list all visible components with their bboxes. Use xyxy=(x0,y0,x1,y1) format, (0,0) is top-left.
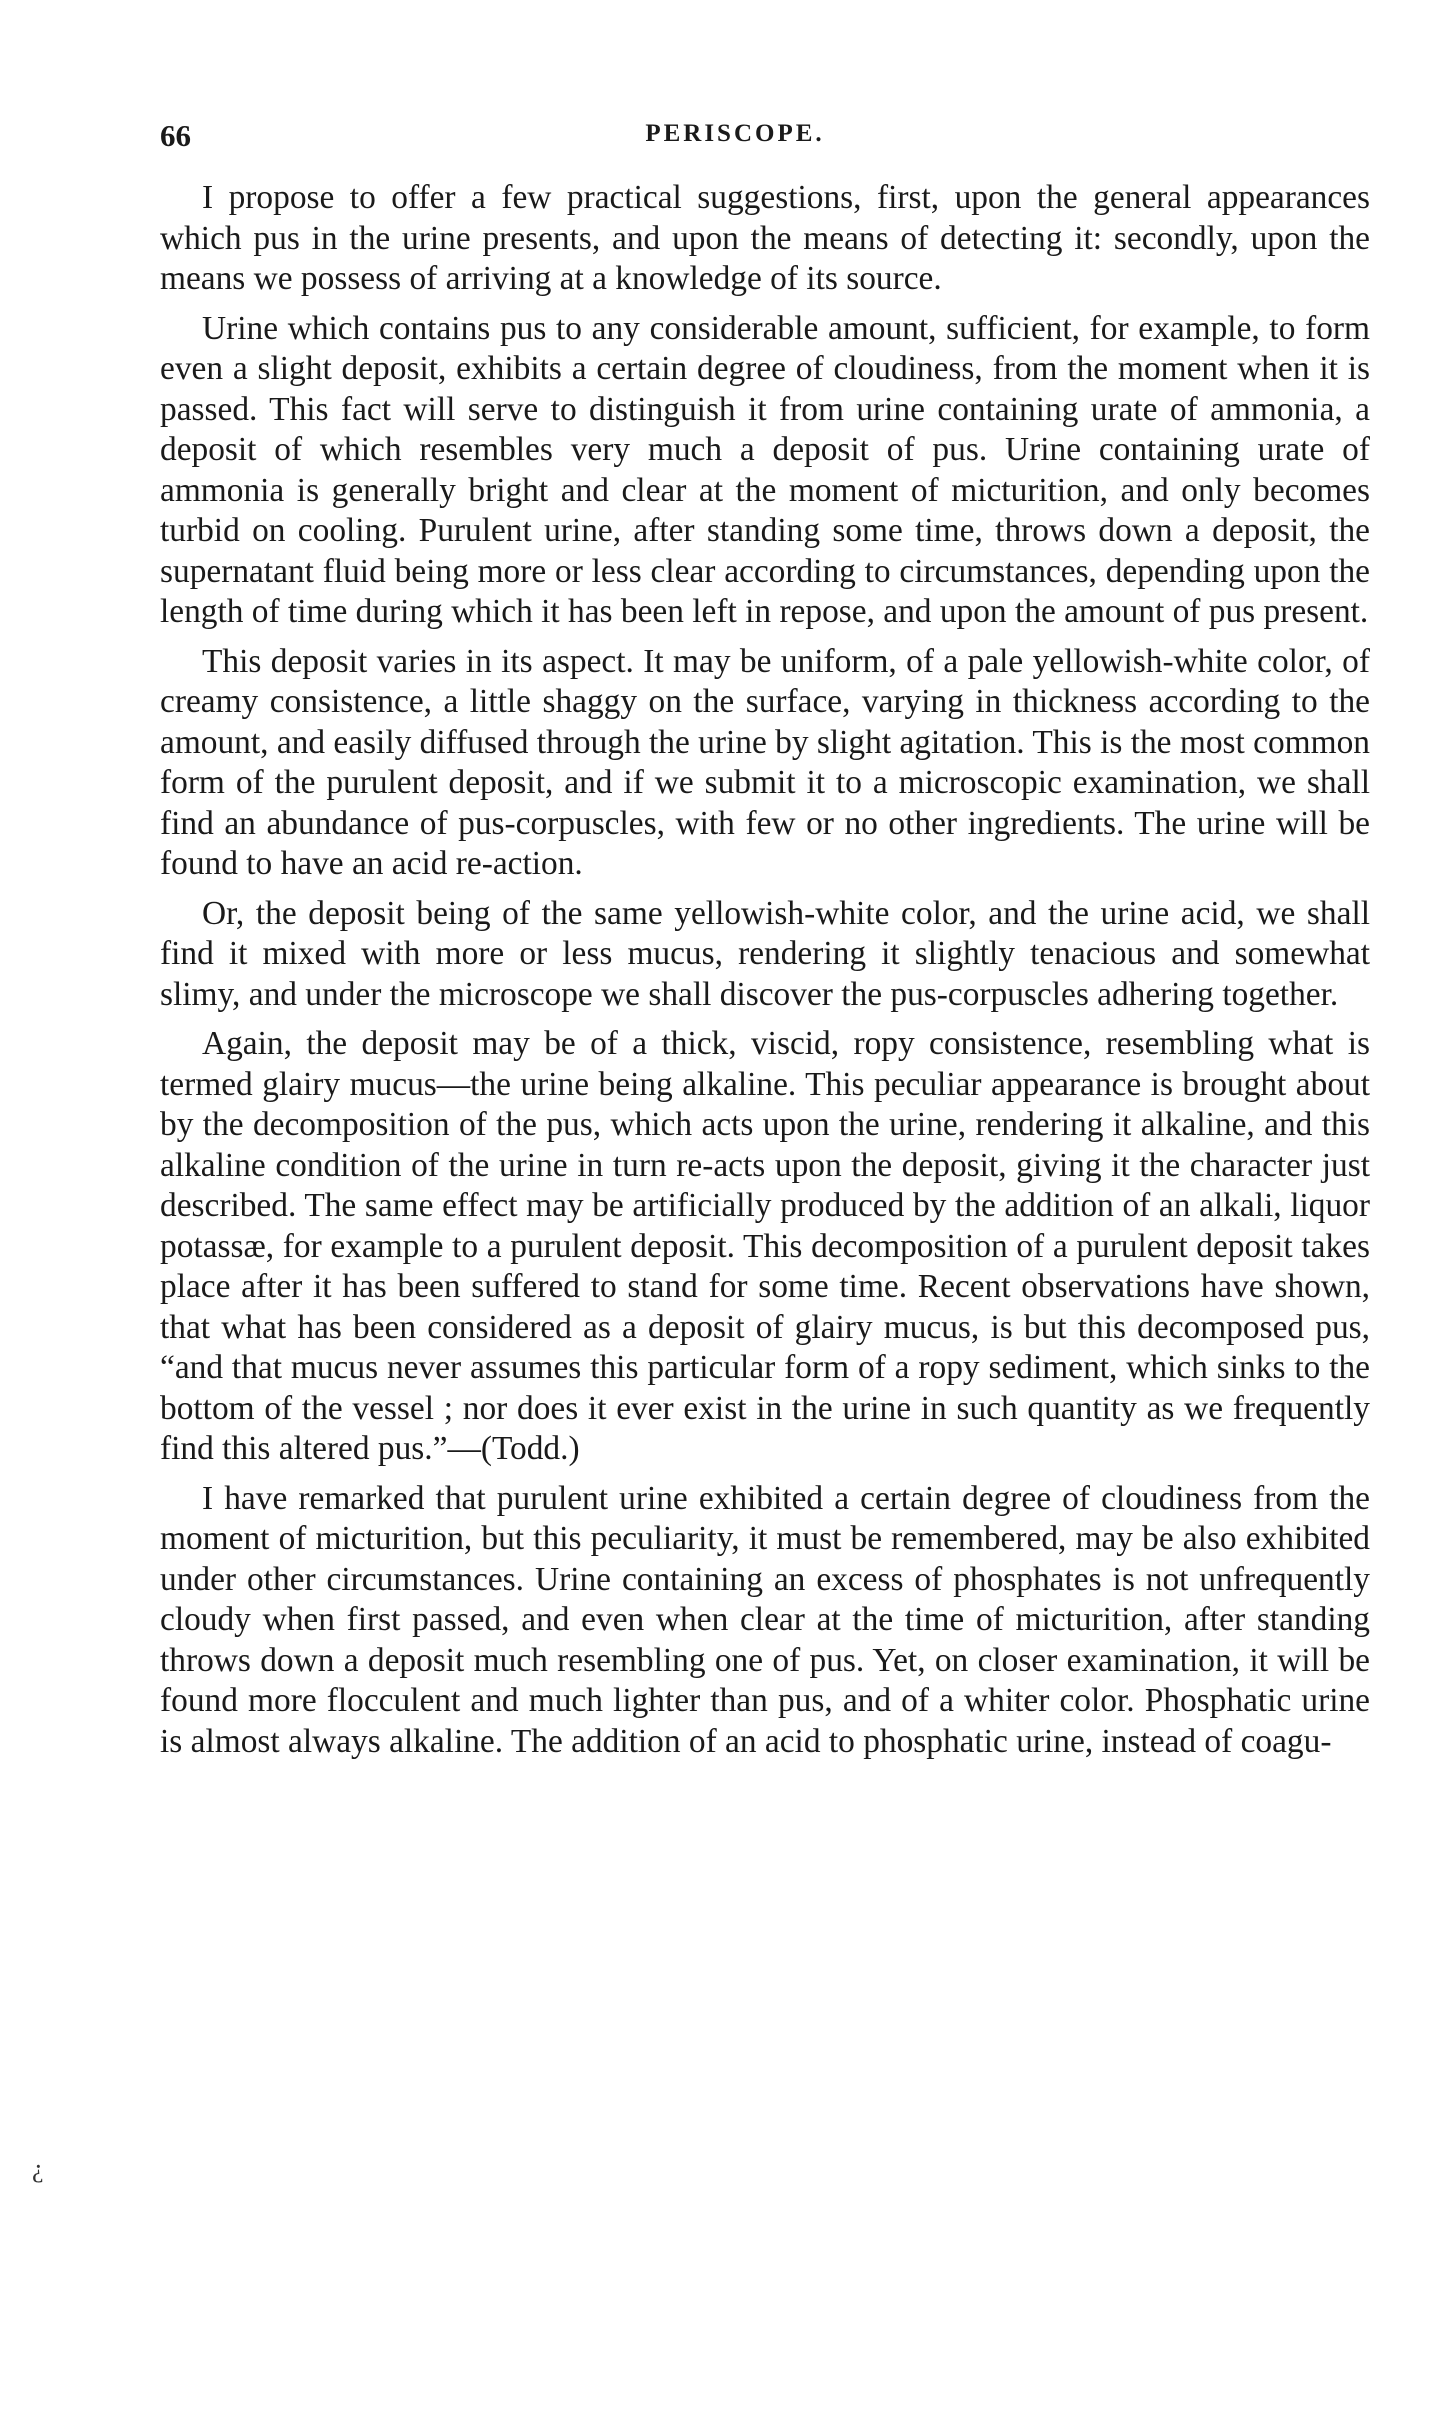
paragraph-purpose: I propose to offer a few practical suggestions, first, upon the general appearances which pus in the urine presents, and upon the means of detecting it: secondly, upon the means we possess of arriving at a knowledge of its source. xyxy=(160,179,1370,297)
paragraph-cloudiness: Urine which contains pus to any considerable amount, sufficient, for example, to form even a slight deposit, exhibits a certain degree of cloudiness, from the moment when it is passed. This fact will serve to distinguish it from urine containing urate of ammonia, a deposit of which resembles very much a deposit of pus. Urine containing urate of ammonia is generally bright and clear at the moment of micturition, and only becomes turbid on cooling. Purulent urine, after standing some time, throws down a deposit, the supernatant fluid being more or less clear according to circumstances, depending upon the length of time during which it has been left in repose, and upon the amount of pus present. xyxy=(160,309,1370,630)
running-head xyxy=(160,118,1370,158)
paragraph-mucus-mixed: Or, the deposit being of the same yellowish-white color, and the urine acid, we shall find it mixed with more or less mucus, rendering it slightly tenacious and somewhat slimy, and under the microscope we shall discover the pus-corpuscles adhering together. xyxy=(160,894,1370,1013)
paragraph-deposit-aspect: This deposit varies in its aspect. It may be uniform, of a pale yellowish-white color, of creamy consistence, a little shaggy on the surface, varying in thickness according to the amount, and easily diffused through the urine by slight agitation. This is the most common form of the purulent deposit, and if we submit it to a microscopic examination, we shall find an abundance of pus-corpuscles, with few or no other ingredients. The urine will be found to have an acid re-action. xyxy=(160,642,1370,882)
running-title: PERISCOPE. xyxy=(645,120,825,147)
page-number: 66 xyxy=(160,118,191,153)
body-text xyxy=(160,178,1370,1771)
paragraph-ropy-deposit: Again, the deposit may be of a thick, viscid, ropy consistence, resembling what is termed glairy mucus—the urine being alkaline. This peculiar appearance is brought about by the decomposition of the pus, which acts upon the urine, rendering it alkaline, and this alkaline condition of the urine in turn re-acts upon the deposit, giving it the character just described. The same effect may be artificially produced by the addition of an alkali, liquor potassæ, for example to a purulent deposit. This decomposition of a purulent deposit takes place after it has been suffered to stand for some time. Recent observations have shown, that what has been considered as a deposit of glairy mucus, is but this decomposed pus, “and that mucus never assumes this particular form of a ropy sediment, which sinks to the bottom of the vessel ; nor does it ever exist in the urine in such quantity as we frequently find this altered pus.”—(Todd.) xyxy=(160,1025,1370,1467)
margin-mark: ¿ xyxy=(32,2154,44,2183)
paragraph-phosphates: I have remarked that purulent urine exhibited a certain degree of cloudiness from the moment of micturition, but this peculiarity, it must be remembered, may be also exhibited under other circumstances. Urine containing an excess of phosphates is not unfrequently cloudy when first passed, and even when clear at the time of micturition, after standing throws down a deposit much resembling one of pus. Yet, on closer examination, it will be found more flocculent and much lighter than pus, and of a whiter color. Phosphatic urine is almost always alkaline. The addition of an acid to phosphatic urine, instead of coagu- xyxy=(160,1479,1370,1760)
